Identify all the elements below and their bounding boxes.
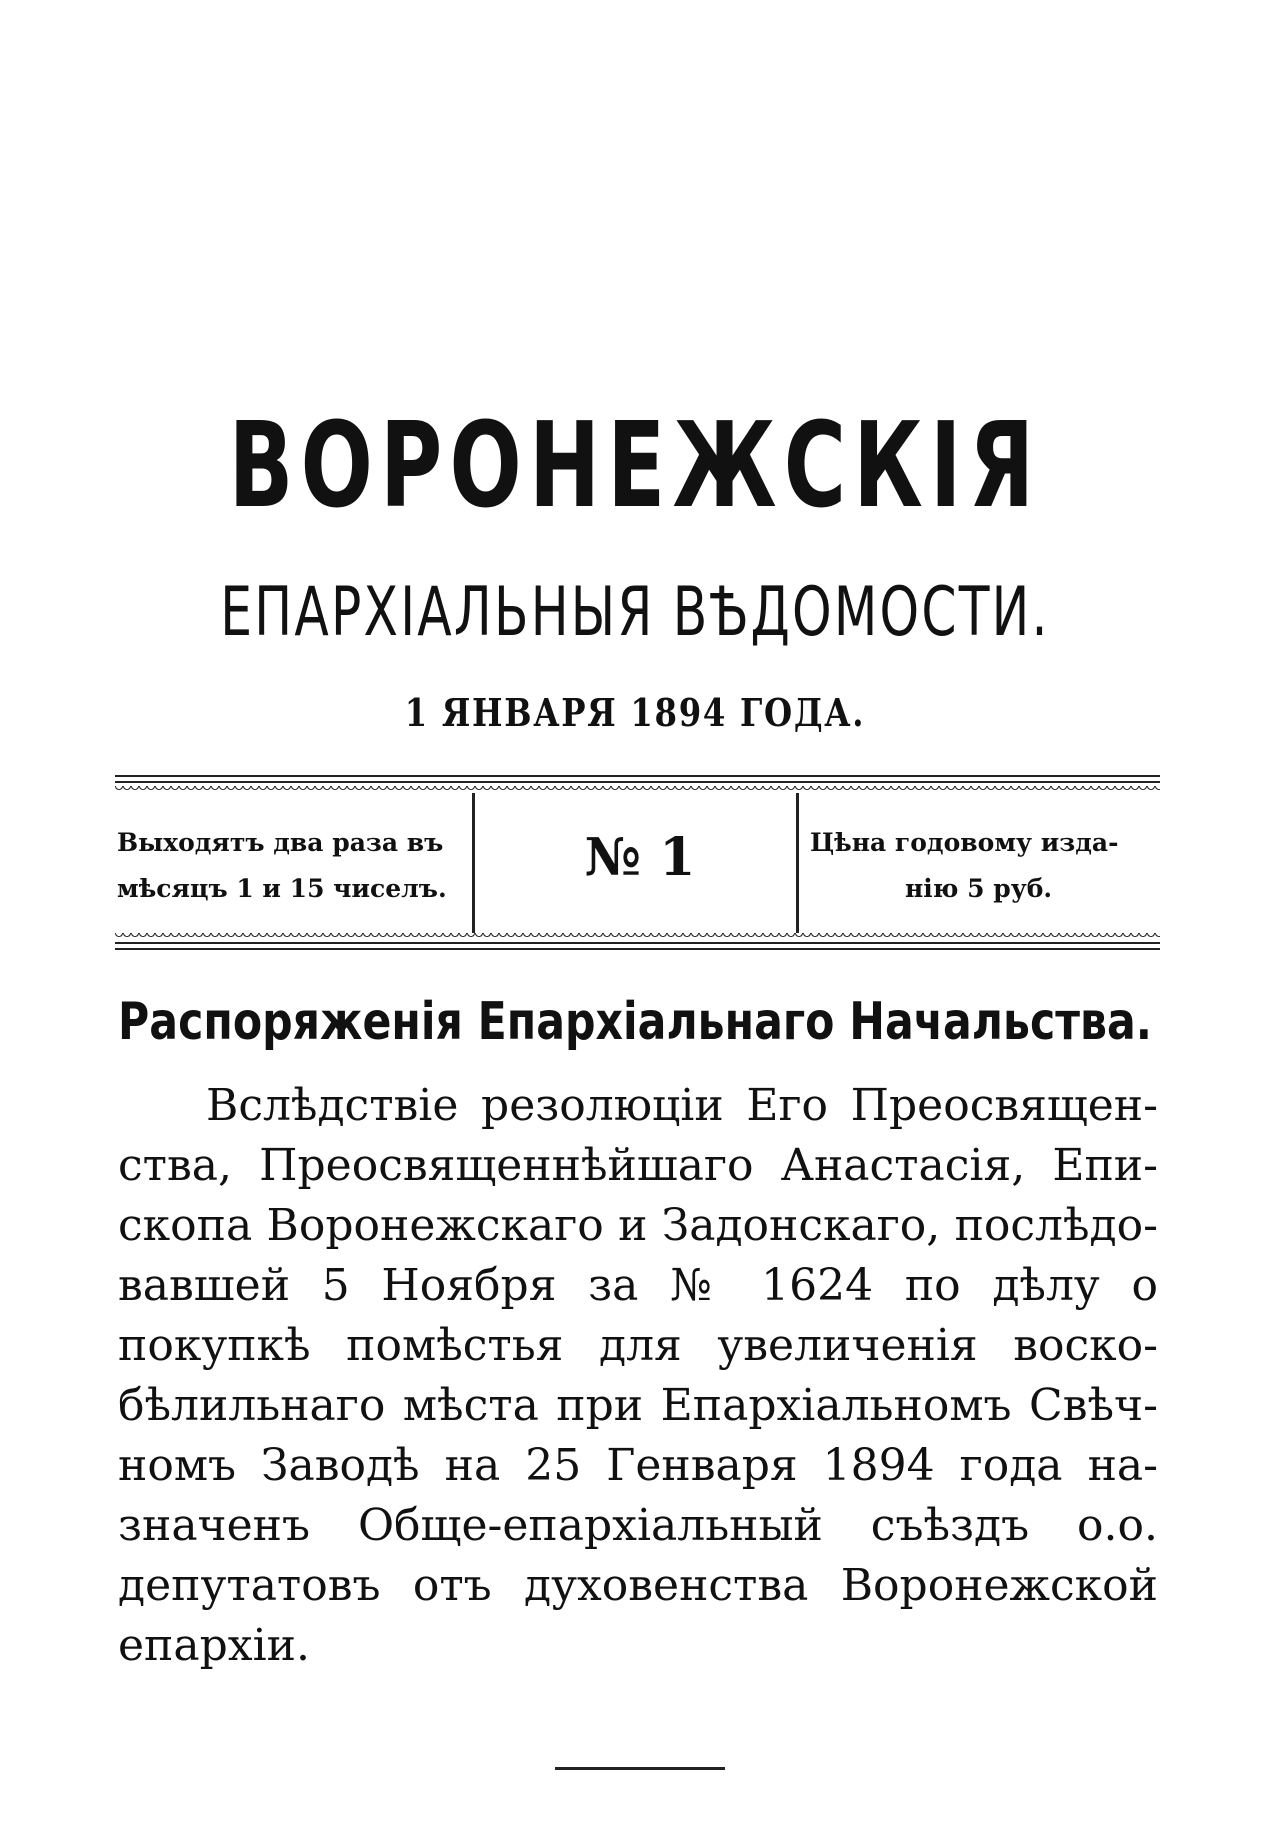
article-line: бѣлильнаго мѣста при Епархіальномъ Свѣч- <box>118 1380 1158 1431</box>
issue-number: № 1 <box>584 827 696 888</box>
article-body <box>118 1076 1158 1676</box>
section-end-rule <box>555 1767 725 1770</box>
frequency-line-1: Выходятъ два раза въ <box>117 828 444 857</box>
issue-date: 1 ЯНВАРЯ 1894 ГОДА. <box>404 690 866 735</box>
subscription-price <box>810 820 1160 912</box>
price-line-1: Цѣна годовому изда- <box>810 828 1119 857</box>
section-heading: Распоряженія Епархіальнаго Начальства. <box>118 992 1152 1052</box>
article-line: Вслѣдствіе резолюціи Его Преосвящен- <box>206 1080 1158 1131</box>
masthead-title: ВОРОНЕЖСКІЯ <box>228 396 1042 534</box>
article-line: покупкѣ помѣстья для увеличенія воско- <box>118 1320 1158 1371</box>
article-line: епархіи. <box>118 1620 310 1671</box>
info-bar-top-rule <box>115 775 1160 777</box>
info-bar-top-wave <box>115 786 1160 792</box>
info-bar-bottom-rule-2 <box>115 948 1160 950</box>
info-bar-bottom-rule <box>115 942 1160 944</box>
article-line: скопа Воронежскаго и Задонскаго, послѣдо- <box>118 1200 1158 1251</box>
article-line: депутатовъ отъ духовенства Воронежской <box>118 1560 1158 1611</box>
publication-frequency <box>117 820 477 912</box>
masthead-subtitle: ЕПАРХІАЛЬНЫЯ ВѢДОМОСТИ. <box>220 573 1050 652</box>
article-line: значенъ Обще-епархіальный съѣздъ о.о. <box>118 1500 1158 1551</box>
info-bar-bottom-wave <box>115 933 1160 939</box>
article-line: номъ Заводѣ на 25 Генваря 1894 года на- <box>118 1440 1158 1491</box>
frequency-line-2: мѣсяцъ 1 и 15 чиселъ. <box>117 874 447 903</box>
article-line: вавшей 5 Ноября за № 1624 по дѣлу о <box>118 1260 1158 1311</box>
article-line: ства, Преосвященнѣйшаго Анастасія, Епи- <box>118 1140 1158 1191</box>
price-line-2: нію 5 руб. <box>905 874 1053 903</box>
info-bar-top-rule-2 <box>115 781 1160 783</box>
